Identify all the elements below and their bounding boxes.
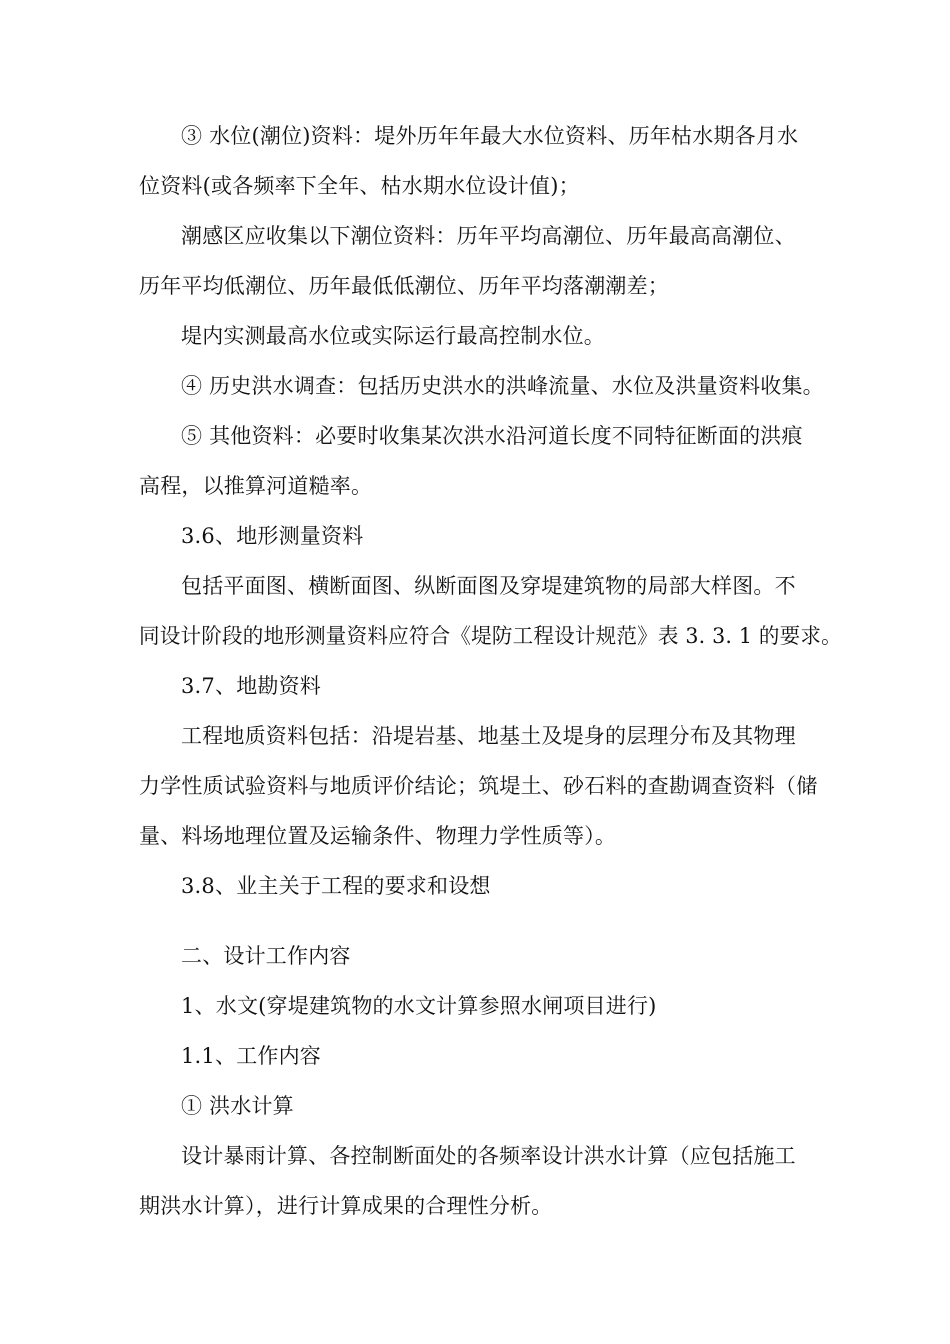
water-level-data-line-1: ③ 水位(潮位)资料：堤外历年年最大水位资料、历年枯水期各月水 [181,124,799,148]
water-level-data-line-2: 位资料(或各频率下全年、枯水期水位设计值)； [139,174,580,198]
section-heading-3-7: 3.7、地勘资料 [181,674,321,698]
section-heading-1-1: 1.1、工作内容 [181,1044,321,1068]
other-data-line-2: 高程，以推算河道糙率。 [139,474,373,498]
tidal-data-line-2: 历年平均低潮位、历年最低低潮位、历年平均落潮潮差； [139,274,669,298]
geology-data-line-1: 工程地质资料包括：沿堤岩基、地基土及堤身的层理分布及其物理 [181,724,796,748]
section-heading-hydrology: 1、水文(穿堤建筑物的水文计算参照水闸项目进行) [181,994,657,1018]
geology-data-line-2: 力学性质试验资料与地质评价结论；筑堤土、砂石料的查勘调查资料（储 [139,774,818,798]
geology-data-line-3: 量、料场地理位置及运输条件、物理力学性质等）。 [139,824,617,848]
chapter-heading-design-work: 二、设计工作内容 [181,944,351,968]
topographic-data-line-2: 同设计阶段的地形测量资料应符合《堤防工程设计规范》表 3. 3. 1 的要求。 [139,624,842,648]
item-flood-calculation: ① 洪水计算 [181,1094,294,1118]
tidal-data-line-1: 潮感区应收集以下潮位资料：历年平均高潮位、历年最高高潮位、 [181,224,796,248]
flood-calculation-line-2: 期洪水计算），进行计算成果的合理性分析。 [139,1194,553,1218]
historical-flood-line: ④ 历史洪水调查：包括历史洪水的洪峰流量、水位及洪量资料收集。 [181,374,824,398]
other-data-line-1: ⑤ 其他资料：必要时收集某次洪水沿河道长度不同特征断面的洪痕 [181,424,803,448]
inner-water-level-line: 堤内实测最高水位或实际运行最高控制水位。 [181,324,605,348]
flood-calculation-line-1: 设计暴雨计算、各控制断面处的各频率设计洪水计算（应包括施工 [181,1144,796,1168]
section-heading-3-8: 3.8、业主关于工程的要求和设想 [181,874,491,898]
section-heading-3-6: 3.6、地形测量资料 [181,524,364,548]
topographic-data-line-1: 包括平面图、横断面图、纵断面图及穿堤建筑物的局部大样图。不 [181,574,796,598]
